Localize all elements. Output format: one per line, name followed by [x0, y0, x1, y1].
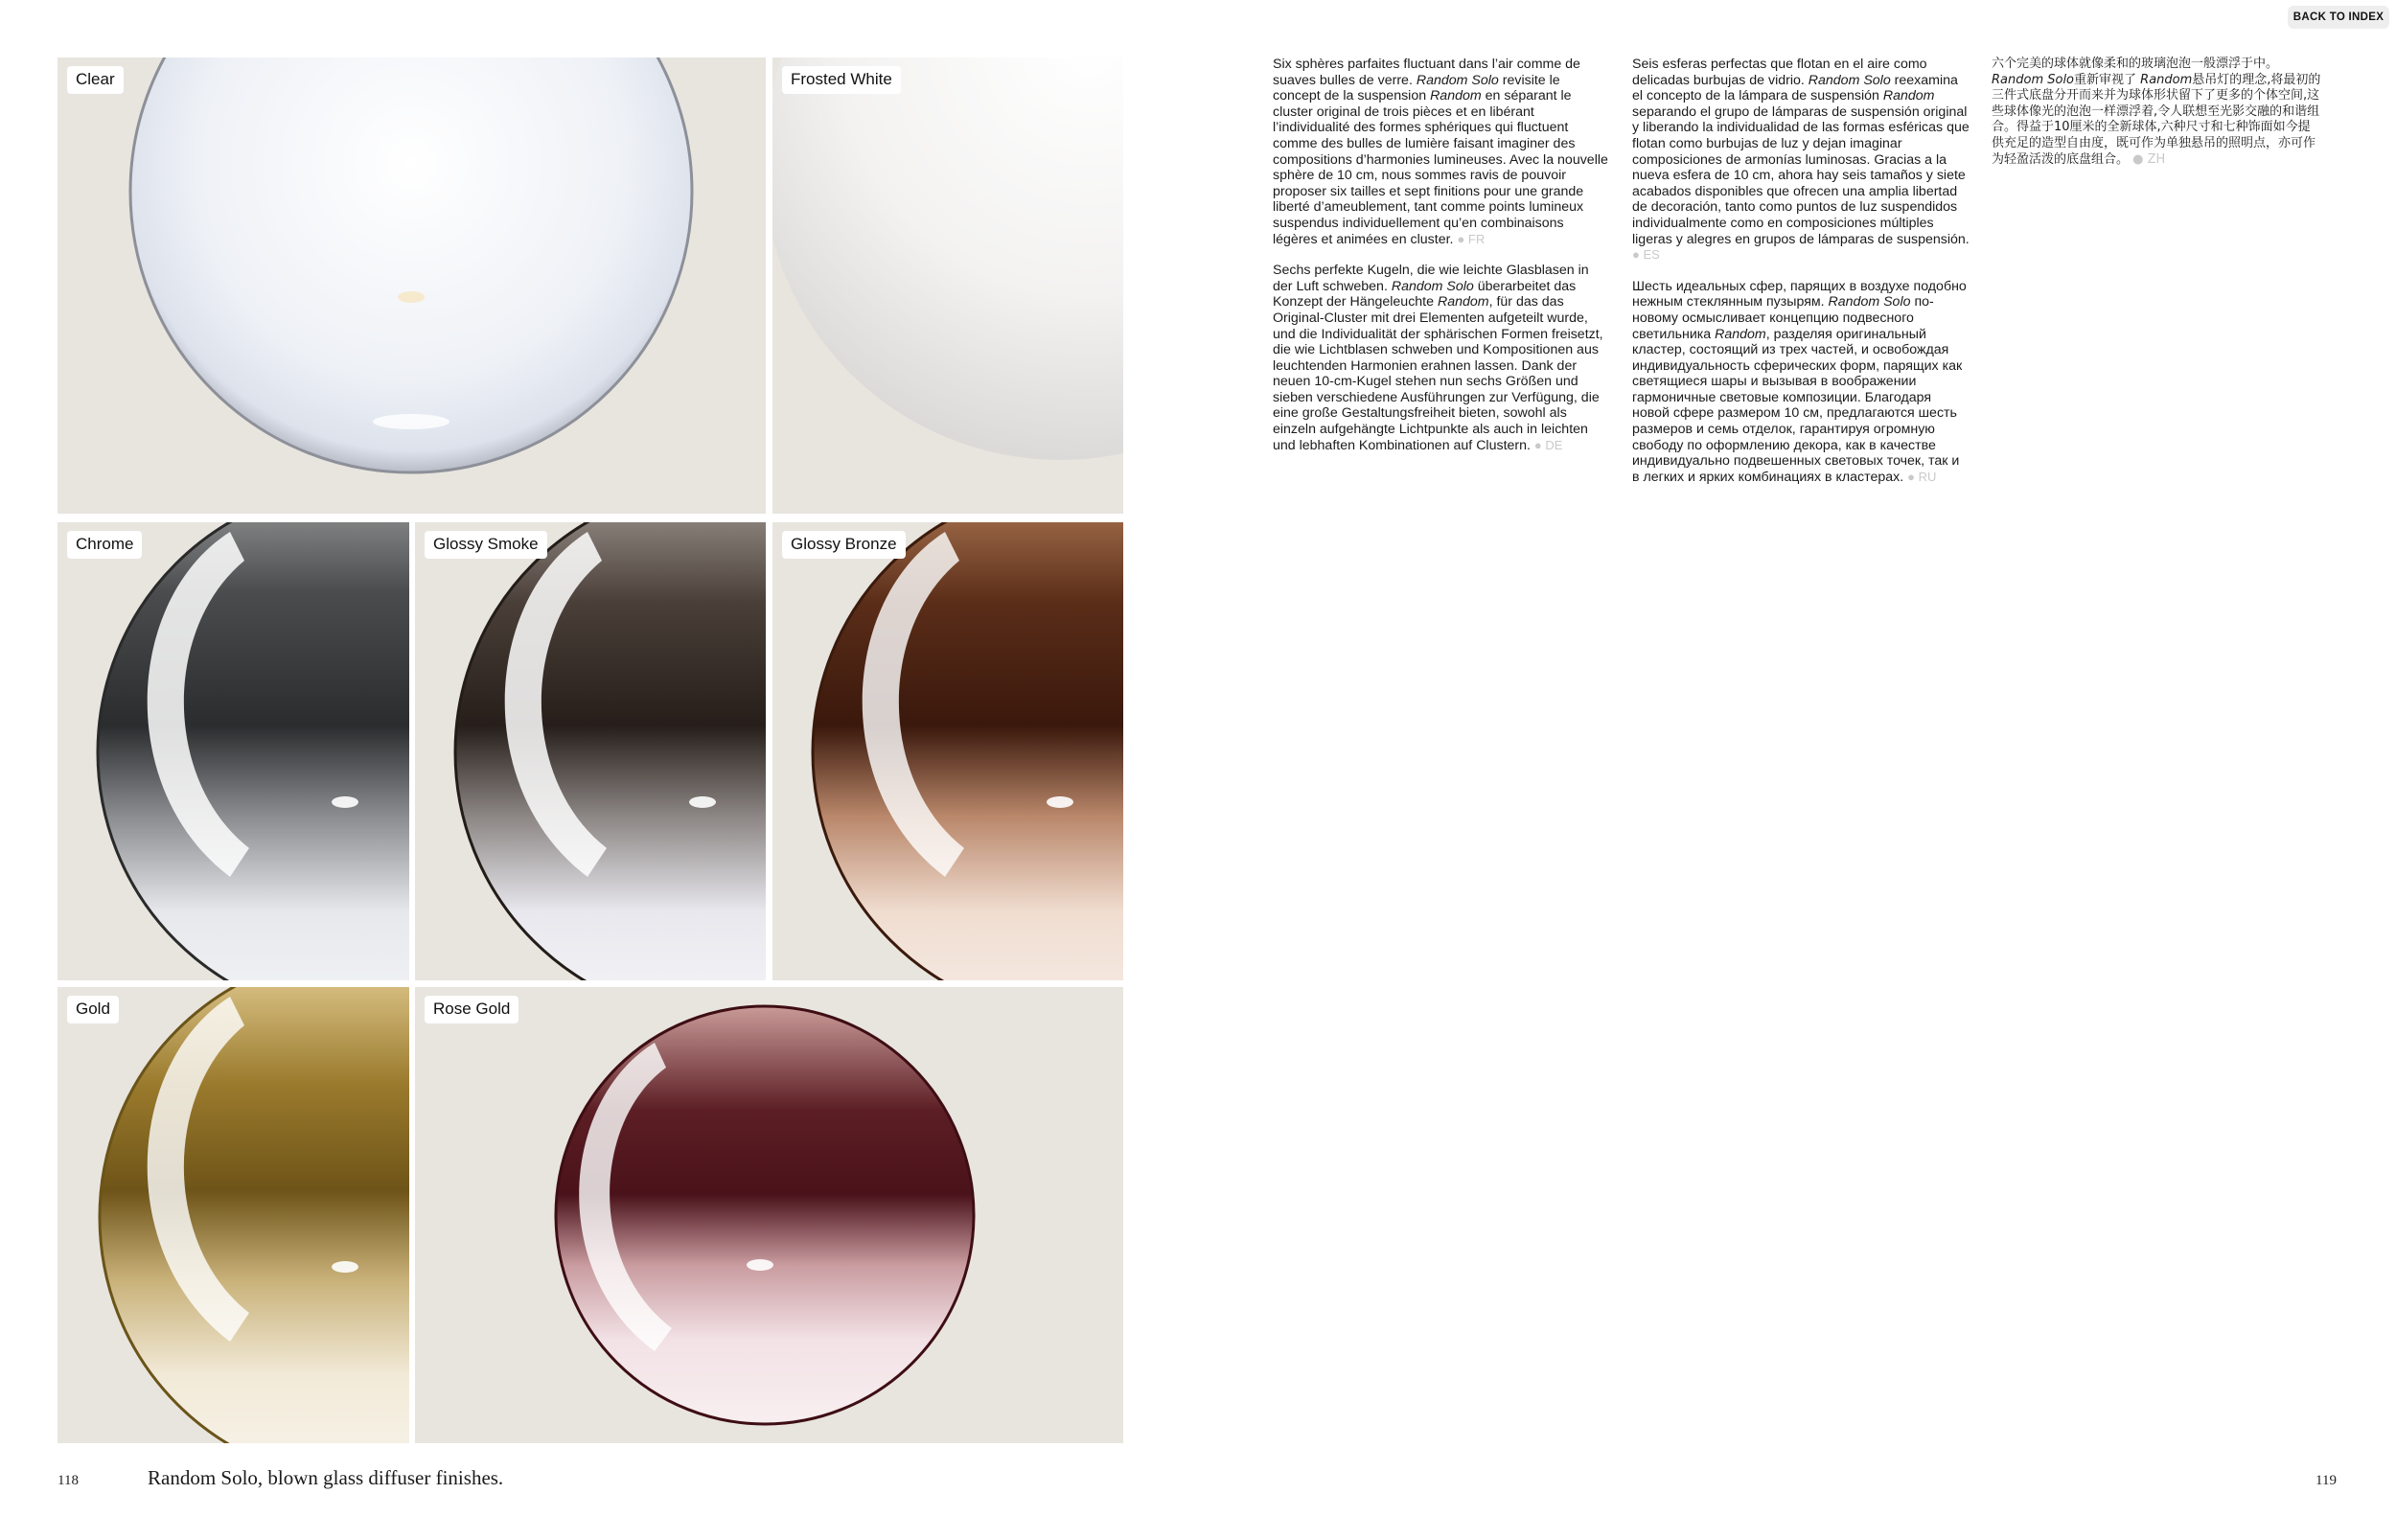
tile-clear: [58, 57, 766, 514]
tile-chrome: [58, 522, 409, 980]
finish-label-frosted-white: Frosted White: [782, 66, 901, 94]
back-to-index-button[interactable]: BACK TO INDEX: [2288, 6, 2389, 29]
finish-label-clear: Clear: [67, 66, 124, 94]
clear-sphere-image: [58, 57, 766, 514]
tile-glossy-smoke: [415, 522, 766, 980]
text-column-2: [1632, 57, 1970, 500]
text-column-1: [1273, 57, 1610, 469]
rose-gold-sphere-image: [415, 987, 1123, 1443]
glossy-bronze-sphere-image: [772, 522, 1123, 980]
tile-glossy-bronze: [772, 522, 1123, 980]
lang-tag-de: ● DE: [1533, 437, 1563, 452]
text-column-3: [1992, 57, 2321, 183]
paragraph-ru: Шесть идеальных сфер, парящих в воздухе подобно нежным стеклянным пузырям. Random Solo по-новому осмысливает концепцию подвесного светильника Random, разделяя оригинальный кластер, состоящий из трех частей, и освобождая индивидуальность сферических форм, парящих как светящиеся шары и вызывая в воображении гармоничные световые композиции. Благодаря новой сфере размером 10 см, предлагаются шесть размеров и семь отделок, гарантируя огромную свободу по оформлению декора, как в качестве индивидуально подвешенных световых точек, так и в легких и ярких комбинациях в кластерах. ● RU: [1632, 278, 1967, 485]
finish-label-rose-gold: Rose Gold: [425, 996, 518, 1023]
paragraph-fr: Six sphères parfaites fluctuant dans l’air comme de suaves bulles de verre. Random Solo revisite le concept de la suspension Random en séparant le cluster original de trois pièces et en libérant l’individualité des formes sphériques qui fluctuent comme des bulles de lumière faisant imaginer des compositions d’harmonies lumineuses. Avec la nouvelle sphère de 10 cm, nous sommes ravis de pouvoir proposer six tailles et sept finitions pour une grande liberté d’ameublement, tant comme points lumineux suspendus individuellement qu’en combinaisons légères et animées en cluster. ● FR: [1273, 57, 1608, 247]
page-number-left: 118: [58, 1473, 79, 1488]
tile-rose-gold: [415, 987, 1123, 1443]
figure-caption: Random Solo, blown glass diffuser finishes.: [148, 1466, 504, 1489]
page-number-right: 119: [2315, 1473, 2337, 1488]
tile-gold: [58, 987, 409, 1443]
gold-sphere-image: [58, 987, 409, 1443]
finish-label-glossy-smoke: Glossy Smoke: [425, 531, 547, 559]
tile-frosted-white: [772, 57, 1123, 514]
paragraph-de: Sechs perfekte Kugeln, die wie leichte Glasblasen in der Luft schweben. Random Solo überarbeitet das Konzept der Hängeleuchte Random, für das das Original-Cluster mit drei Elementen aufgeteilt wurde, und die Individualität der sphärischen Formen freisetzt, die wie Lichtblasen schweben und Kompositionen aus leuchtenden Harmonien erahnen lassen. Dank der neuen 10-cm-Kugel stehen nun sechs Größen und sieben verschiedene Ausführungen zur Verfügung, die eine große Gestaltungsfreiheit bieten, sowohl als einzeln aufgehängte Lichtpunkte als auch in leichten und lebhaften Kombinationen auf Clustern. ● DE: [1273, 263, 1603, 453]
lang-tag-fr: ● FR: [1457, 231, 1486, 246]
finish-label-gold: Gold: [67, 996, 119, 1023]
frosted-white-sphere-image: [772, 57, 1123, 514]
finish-label-chrome: Chrome: [67, 531, 142, 559]
chrome-sphere-image: [58, 522, 409, 980]
lang-tag-ru: ● RU: [1907, 469, 1937, 484]
lang-tag-zh: ● ZH: [2132, 151, 2166, 167]
glossy-smoke-sphere-image: [415, 522, 766, 980]
paragraph-zh: 六个完美的球体就像柔和的玻璃泡泡一般漂浮于中。Random Solo重新审视了 Random悬吊灯的理念,将最初的三件式底盘分开而来并为球体形状留下了更多的个体空间,这些球体像光的泡泡一样漂浮着,令人联想至光影交融的和谐组合。得益于10厘米的全新球体,六种尺寸和七种饰面如今提供充足的造型自由度，既可作为单独悬吊的照明点，亦可作为轻盈活泼的底盘组合。 ● ZH: [1992, 57, 2321, 167]
finish-label-glossy-bronze: Glossy Bronze: [782, 531, 906, 559]
lang-tag-es: ● ES: [1632, 247, 1660, 263]
paragraph-es: Seis esferas perfectas que flotan en el aire como delicadas burbujas de vidrio. Random Solo reexamina el concepto de la lámpara de suspensión Random separando el grupo de lámparas de suspensión original y liberando la individualidad de las formas esféricas que flotan como burbujas de luz y dejan imaginar composiciones de armonías luminosas. Gracias a la nueva esfera de 10 cm, ahora hay seis tamaños y siete acabados disponibles que ofrecen una amplia libertad de decoración, tanto como puntos de luz suspendidos individualmente como en composiciones múltiples ligeras y alegres en grupos de lámparas de suspensión. ● ES: [1632, 57, 1970, 263]
